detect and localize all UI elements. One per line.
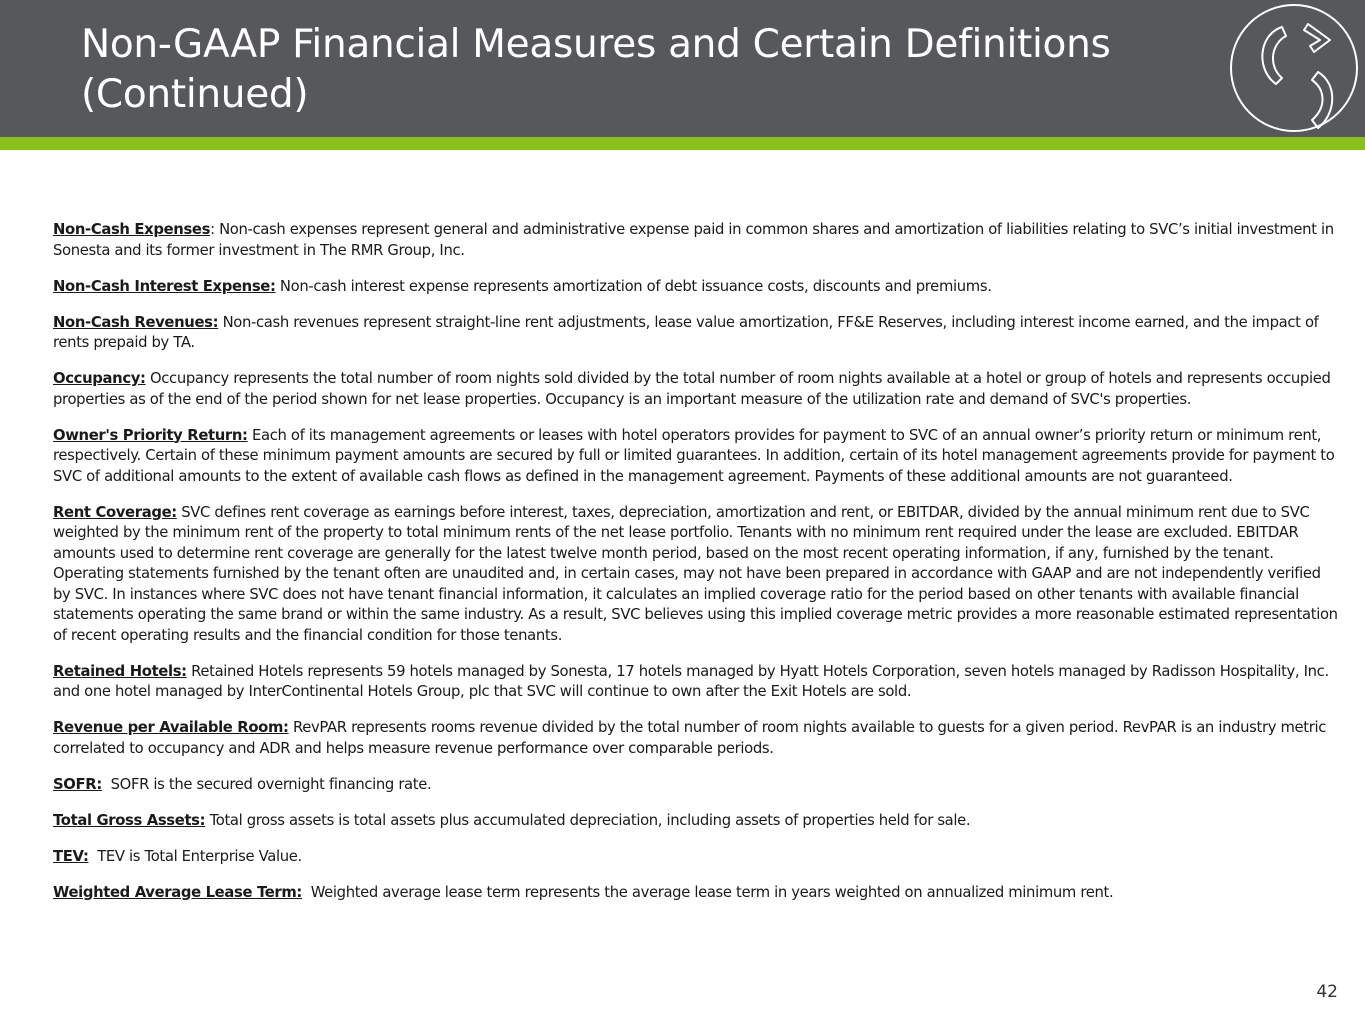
definition-non-cash-interest-expense bbox=[53, 277, 1338, 298]
term-label: SOFR: bbox=[53, 775, 102, 793]
definition-revpar bbox=[53, 718, 1338, 759]
definition-text: Non-cash revenues represent straight-line rent adjustments, lease value amortization, FF&E Reserves, including interest income earned, and the impact of rents prepaid by TA. bbox=[53, 313, 1319, 351]
definition-text: Non-cash expenses represent general and administrative expense paid in common shares and amortization of liabilities relating to SVC’s initial investment in Sonesta and its former investment in The RMR Group, Inc. bbox=[53, 221, 1334, 259]
page-title bbox=[81, 20, 1201, 120]
definition-non-cash-revenues bbox=[53, 313, 1338, 354]
page-number: 42 bbox=[1316, 982, 1338, 1002]
term-label: Weighted Average Lease Term: bbox=[53, 883, 302, 901]
definition-total-gross-assets bbox=[53, 811, 1338, 832]
header-band bbox=[0, 0, 1365, 137]
definition-non-cash-expenses: Non-Cash Expenses: Non-cash expenses represent general and administrative expense paid in common shares and amortization of liabilities relating to SVC’s initial investment in Sonesta and its former investment in The RMR Group, Inc. bbox=[53, 221, 1334, 259]
term-label: TEV: bbox=[53, 847, 89, 865]
svc-logo-icon bbox=[1226, 0, 1365, 137]
term-label: Non-Cash Revenues: bbox=[53, 313, 219, 331]
definition-tev bbox=[53, 847, 1338, 868]
accent-bar bbox=[0, 137, 1365, 150]
definition-text: RevPAR represents rooms revenue divided by the total number of room nights available to guests for a given period. RevPAR is an industry metric correlated to occupancy and ADR and helps measure revenue performance over comparable periods. bbox=[53, 719, 1327, 757]
definition-retained-hotels bbox=[53, 662, 1338, 703]
definition-text: SOFR is the secured overnight financing rate. bbox=[110, 775, 432, 793]
definition-text: Retained Hotels represents 59 hotels managed by Sonesta, 17 hotels managed by Hyatt Hotels Corporation, seven hotels managed by Radisson Hospitality, Inc. and one hotel managed by InterContinental Hotels Group, plc that SVC will continue to own after the Exit Hotels are sold. bbox=[53, 662, 1329, 700]
term-label: Non-Cash Interest Expense: bbox=[53, 277, 276, 295]
definition-owners-priority-return bbox=[53, 426, 1338, 488]
term-label: Total Gross Assets: bbox=[53, 811, 206, 829]
definitions-list bbox=[53, 220, 1338, 919]
definition-text: Each of its management agreements or leases with hotel operators provides for payment to SVC of an annual owner’s priority return or minimum rent, respectively. Certain of these minimum payment amounts are secured by full or limited guarantees. In addition, certain of its hotel management agreements provide for payment to SVC of additional amounts to the extent of available cash flows as defined in the management agreement. Payments of these additional amounts are not guaranteed. bbox=[53, 426, 1335, 485]
title-line-1: Non-GAAP Financial Measures and Certain Definitions bbox=[81, 22, 1111, 67]
term-label: Owner's Priority Return: bbox=[53, 426, 248, 444]
definition-text: SVC defines rent coverage as earnings before interest, taxes, depreciation, amortization and rent, or EBITDAR, divided by the annual minimum rent due to SVC weighted by the minimum rent of the property to total minimum rents of the net lease portfolio. Tenants with no minimum rent required under the lease are excluded. EBITDAR amounts used to determine rent coverage are generally for the latest twelve month period, based on the most recent operating information, if any, furnished by the tenant. Operating statements furnished by the tenant often are unaudited and, in certain cases, may not have been prepared in accordance with GAAP and are not independently verified by SVC. In instances where SVC does not have tenant financial information, it calculates an implied coverage ratio for the period based on other tenants with available financial statements operating the same brand or within the same industry. As a result, SVC believes using this implied coverage metric provides a more reasonable estimated representation of recent operating results and the financial condition for those tenants. bbox=[53, 503, 1338, 644]
term-label: Non-Cash Expenses bbox=[53, 221, 211, 238]
term-label: Revenue per Available Room: bbox=[53, 719, 289, 736]
term-label: Occupancy: bbox=[53, 370, 146, 387]
title-line-2: (Continued) bbox=[81, 72, 309, 117]
definition-rent-coverage bbox=[53, 503, 1338, 647]
definition-text: Total gross assets is total assets plus accumulated depreciation, including assets of properties held for sale. bbox=[209, 811, 971, 829]
term-label: Retained Hotels: bbox=[53, 662, 187, 680]
term-label: Rent Coverage: bbox=[53, 503, 177, 521]
definition-occupancy bbox=[53, 369, 1338, 410]
definition-text: TEV is Total Enterprise Value. bbox=[97, 847, 302, 865]
definition-sofr bbox=[53, 775, 1338, 796]
definition-text: Weighted average lease term represents the average lease term in years weighted on annualized minimum rent. bbox=[310, 883, 1114, 901]
definition-text: Non-cash interest expense represents amortization of debt issuance costs, discounts and premiums. bbox=[279, 277, 992, 295]
definition-text: Occupancy represents the total number of room nights sold divided by the total number of room nights available at a hotel or group of hotels and represents occupied properties as of the end of the period shown for net lease properties. Occupancy is an important measure of the utilization rate and demand of SVC's properties. bbox=[53, 370, 1331, 408]
definition-weighted-average-lease-term bbox=[53, 883, 1338, 904]
